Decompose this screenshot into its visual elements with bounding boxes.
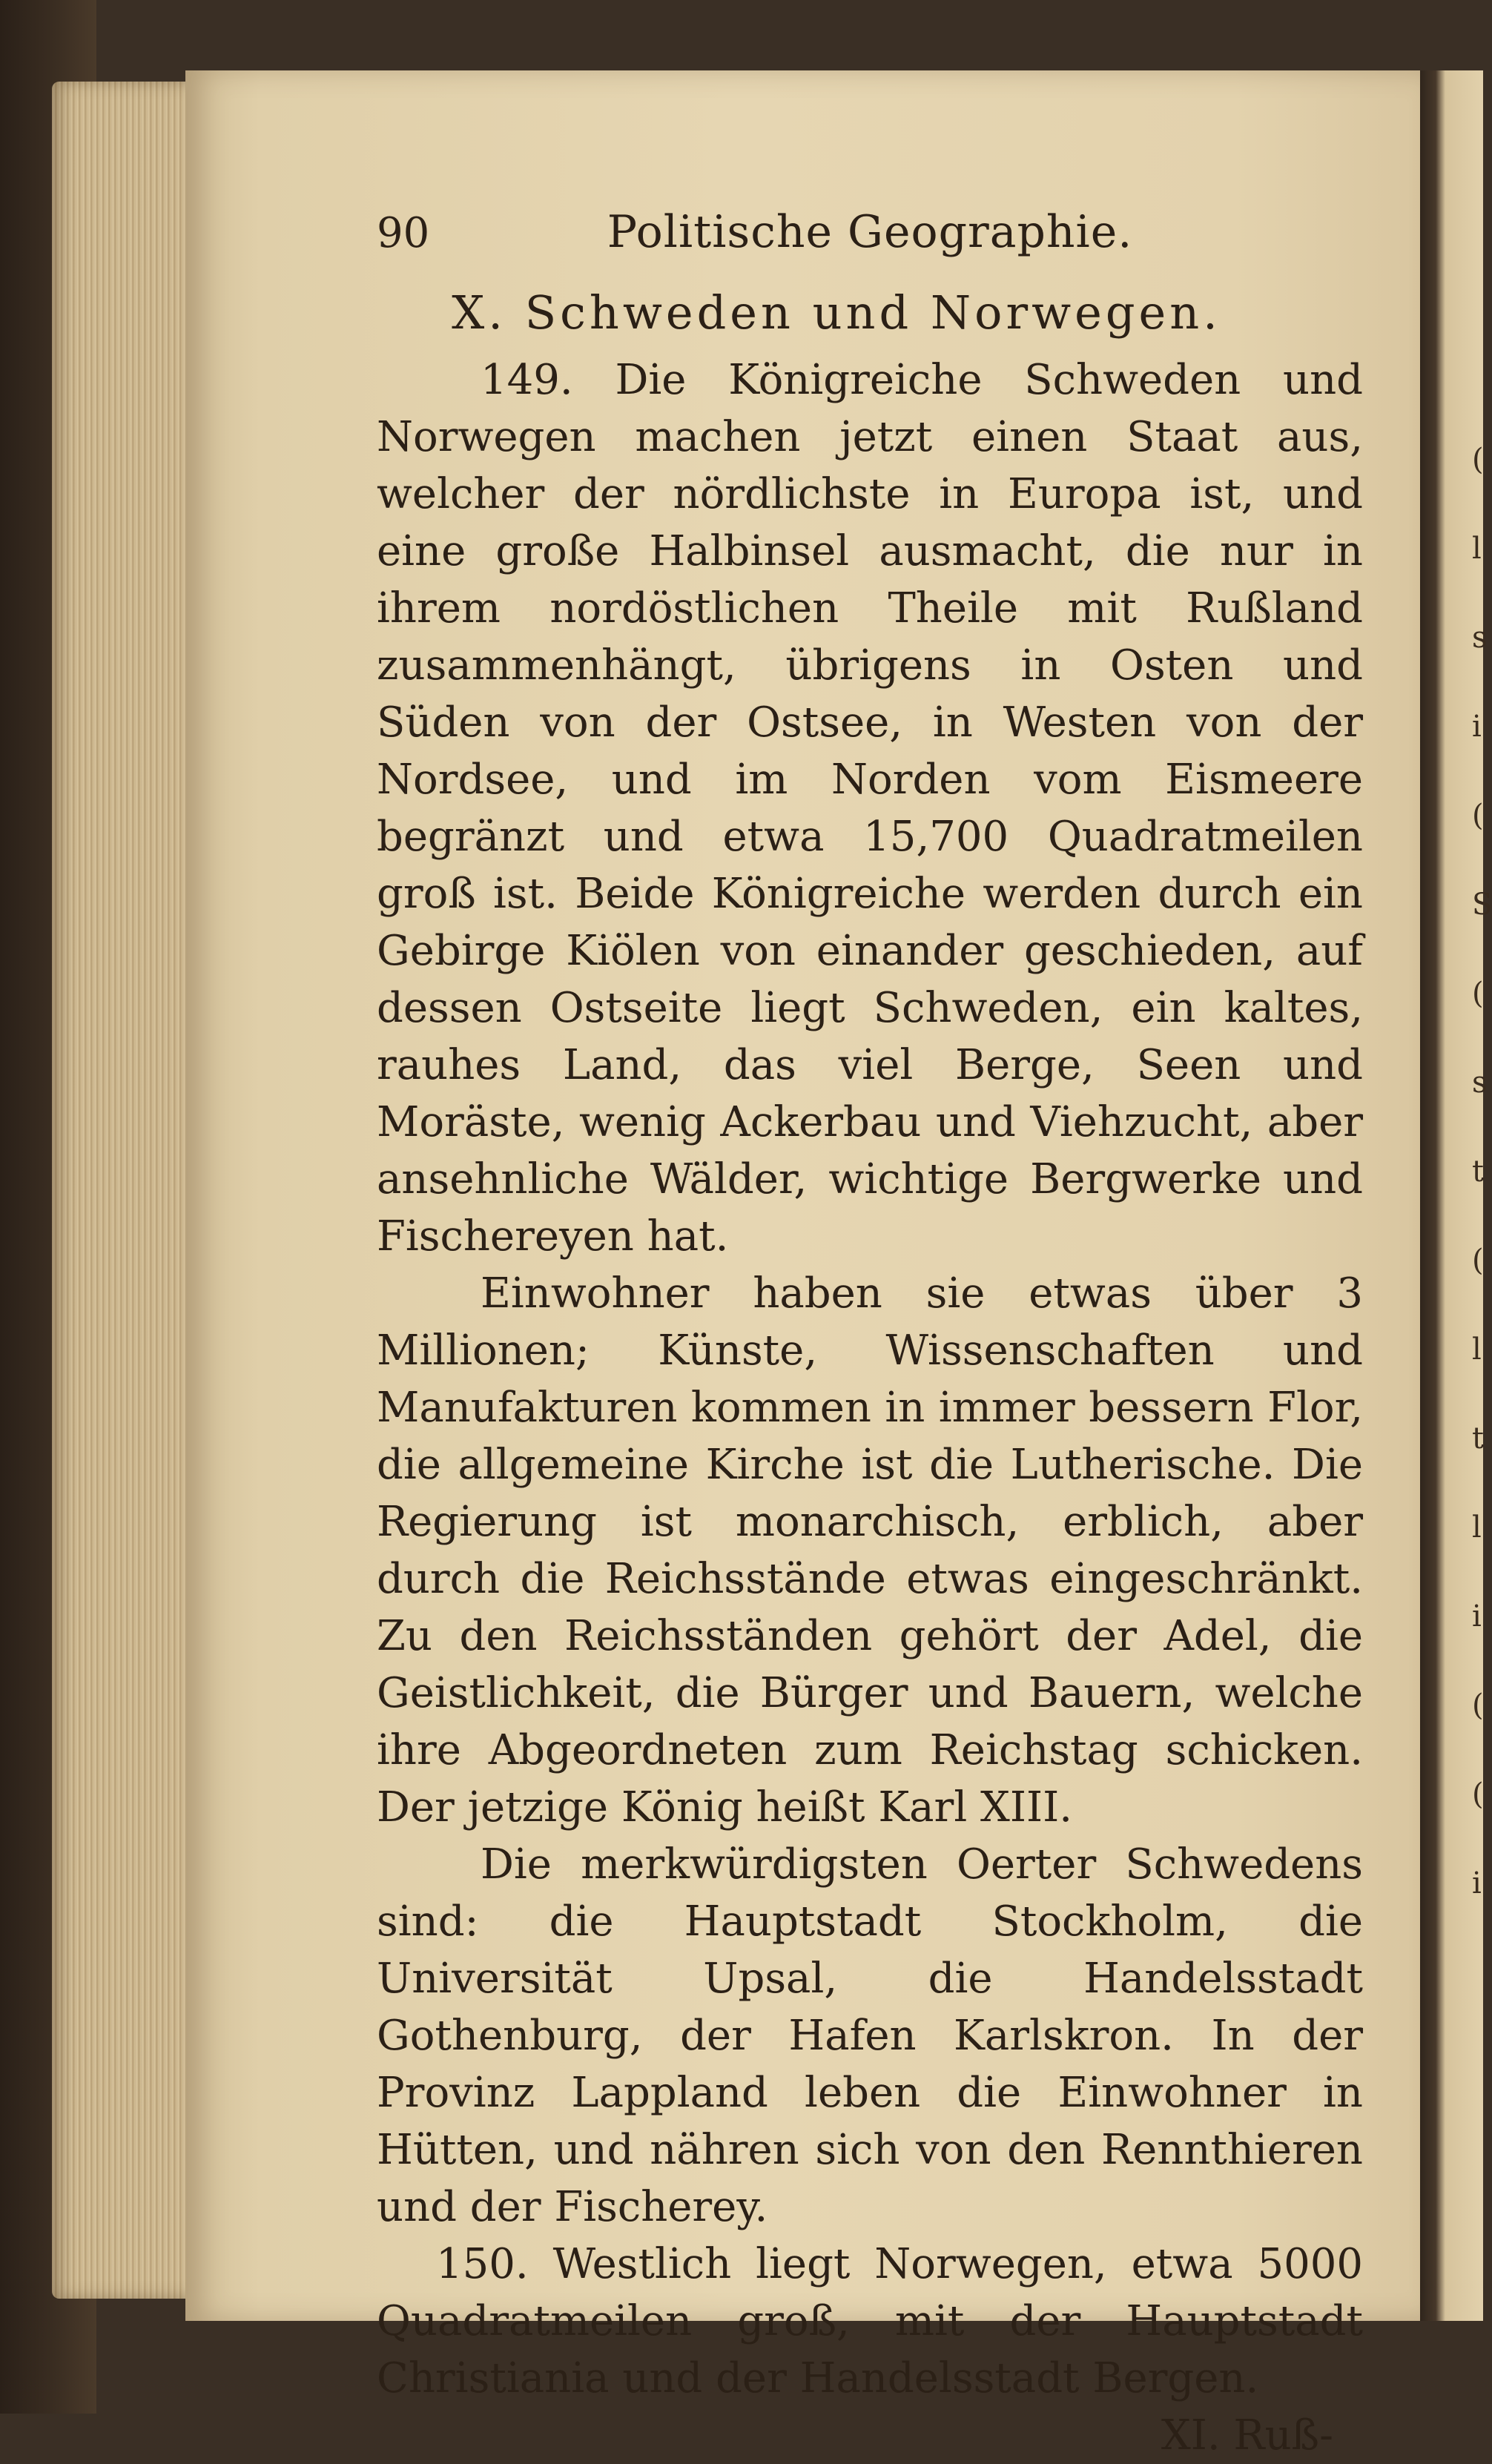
page-edges (52, 82, 193, 2299)
section-heading: X. Schweden und Norwegen. (452, 285, 1221, 340)
adjacent-fragment: l (1472, 1510, 1482, 1545)
adjacent-fragment: i (1472, 1866, 1482, 1900)
adjacent-fragment: l (1472, 1332, 1482, 1367)
running-title: Politische Geographie. (607, 206, 1133, 258)
adjacent-fragment: ( (1472, 1688, 1484, 1723)
adjacent-fragment: ( (1472, 977, 1484, 1011)
adjacent-fragment: S (1472, 888, 1492, 922)
adjacent-fragment: s (1472, 1066, 1488, 1100)
adjacent-fragment: i (1472, 710, 1482, 744)
catchword: XI. Ruß- (1161, 2411, 1333, 2460)
adjacent-fragment: s (1472, 621, 1488, 655)
adjacent-fragment: ( (1472, 799, 1484, 833)
adjacent-fragment: i (1472, 1599, 1482, 1634)
page-content (377, 204, 1363, 2464)
adjacent-fragment: l (1472, 532, 1482, 566)
page-number: 90 (377, 209, 430, 257)
adjacent-page-fragments (1472, 415, 1492, 1928)
paragraph-einwohner: Einwohner haben sie etwas über 3 Millionen; Künste, Wissenschaften und Manufakturen kommen in immer bessern Flor, die allgemeine Kirche ist die Lutherische. Die Regierung ist monarchisch, erblich, aber durch die Reichsstände etwas eingeschränkt. Zu den Reichsständen gehört der Adel, die Geistlichkeit, die Bürger und Bauern, welche ihre Abgeordneten zum Reichstag schicken. Der jetzige König heißt Karl XIII. (377, 1269, 1363, 1832)
adjacent-fragment: ( (1472, 1777, 1484, 1811)
page-header (377, 204, 1363, 278)
paragraph-oerter: Die merkwürdigsten Oerter Schwedens sind: die Hauptstadt Stockholm, die Universität Upsal, die Handelsstadt Gothenburg, der Hafen Karlskron. In der Provinz Lappland leben die Einwohner in Hütten, und nähren sich von den Rennthieren und der Fischerey. (377, 1840, 1363, 2231)
adjacent-fragment: t (1472, 1155, 1485, 1189)
paragraph-149: 149. Die Königreiche Schweden und Norwegen machen jetzt einen Staat aus, welcher der nördlichste in Europa ist, und eine große Halbinsel ausmacht, die nur in ihrem nordöstlichen Theile mit Rußland zusammenhängt, übrigens in Osten und Süden von der Ostsee, in Westen von der Nordsee, und im Norden vom Eismeere begränzt und etwa 15,700 Quadratmeilen groß ist. Beide Königreiche werden durch ein Gebirge Kiölen von einander geschieden, auf dessen Ostseite liegt Schweden, ein kaltes, rauhes Land, das viel Berge, Seen und Moräste, wenig Ackerbau und Viehzucht, aber ansehnliche Wälder, wichtige Bergwerke und Fischereyen hat. (377, 356, 1363, 1261)
paragraph-150: 150. Westlich liegt Norwegen, etwa 5000 Quadratmeilen groß, mit der Hauptstadt Christiania und der Handelsstadt Bergen. (377, 2240, 1363, 2402)
adjacent-fragment: ( (1472, 1243, 1484, 1278)
adjacent-fragment: ( (1472, 443, 1484, 477)
adjacent-fragment: t (1472, 1421, 1485, 1456)
